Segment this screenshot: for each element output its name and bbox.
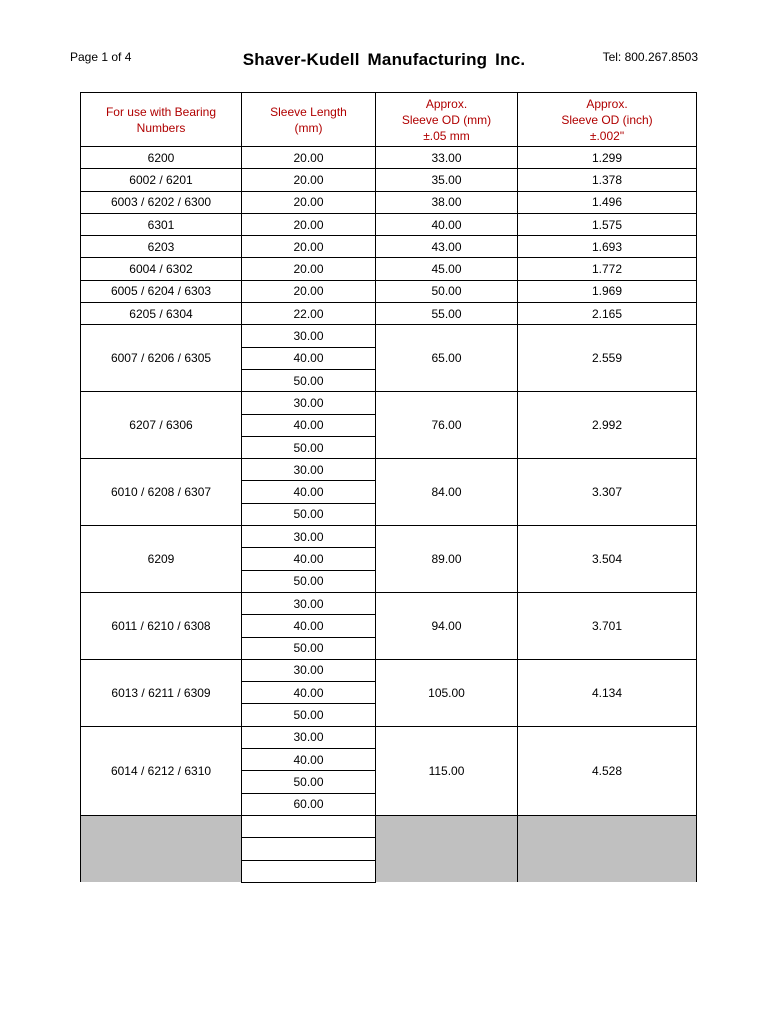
od-mm-cell: 65.00 bbox=[376, 325, 518, 392]
bearing-number-cell: 6010 / 6208 / 6307 bbox=[81, 459, 242, 526]
bearing-number-cell: 6203 bbox=[81, 236, 242, 258]
bearing-number-cell: 6209 bbox=[81, 526, 242, 593]
sleeve-length-cell: 60.00 bbox=[242, 793, 376, 815]
od-inch-cell: 1.378 bbox=[518, 169, 697, 191]
od-inch-cell: 1.496 bbox=[518, 191, 697, 213]
od-inch-cell: 2.165 bbox=[518, 303, 697, 325]
sleeve-length-cell: 22.00 bbox=[242, 303, 376, 325]
od-mm-cell: 40.00 bbox=[376, 213, 518, 235]
sleeve-length-cell: 20.00 bbox=[242, 147, 376, 169]
header-line: Sleeve Length bbox=[270, 104, 347, 119]
table-row bbox=[81, 659, 697, 681]
sleeve-length-cell: 30.00 bbox=[242, 325, 376, 347]
bearing-number-cell: 6004 / 6302 bbox=[81, 258, 242, 280]
table-row bbox=[81, 258, 697, 280]
blank-length-cell bbox=[242, 838, 376, 860]
table-header-row bbox=[81, 93, 697, 147]
table-row bbox=[81, 459, 697, 481]
company-title: Shaver-Kudell Manufacturing Inc. bbox=[242, 50, 526, 69]
sleeve-length-cell: 30.00 bbox=[242, 459, 376, 481]
od-mm-cell: 76.00 bbox=[376, 392, 518, 459]
bearing-number-cell: 6014 / 6212 / 6310 bbox=[81, 726, 242, 815]
table-row bbox=[81, 325, 697, 347]
sleeve-length-cell: 30.00 bbox=[242, 592, 376, 614]
blank-length-cell bbox=[242, 860, 376, 882]
column-header-bearing bbox=[81, 93, 242, 147]
bearing-number-cell: 6002 / 6201 bbox=[81, 169, 242, 191]
page-indicator: Page 1 of 4 bbox=[70, 50, 132, 64]
od-mm-cell: 89.00 bbox=[376, 526, 518, 593]
sleeve-length-cell: 30.00 bbox=[242, 659, 376, 681]
sleeve-length-cell: 20.00 bbox=[242, 213, 376, 235]
od-mm-cell: 45.00 bbox=[376, 258, 518, 280]
od-mm-cell: 115.00 bbox=[376, 726, 518, 815]
header-line: Approx. bbox=[425, 96, 468, 111]
table-row bbox=[81, 236, 697, 258]
od-mm-cell: 43.00 bbox=[376, 236, 518, 258]
sleeve-length-cell: 30.00 bbox=[242, 392, 376, 414]
table-row bbox=[81, 726, 697, 748]
table-row bbox=[81, 592, 697, 614]
blank-row bbox=[81, 815, 697, 837]
od-inch-cell: 1.969 bbox=[518, 280, 697, 302]
sleeve-length-cell: 50.00 bbox=[242, 570, 376, 592]
sleeve-length-cell: 30.00 bbox=[242, 526, 376, 548]
bearing-number-cell: 6007 / 6206 / 6305 bbox=[81, 325, 242, 392]
od-inch-cell: 1.575 bbox=[518, 213, 697, 235]
column-header-sleeve-length bbox=[242, 93, 376, 147]
od-mm-cell: 38.00 bbox=[376, 191, 518, 213]
bearing-number-cell: 6011 / 6210 / 6308 bbox=[81, 592, 242, 659]
table-row bbox=[81, 213, 697, 235]
header-line: ±.05 mm bbox=[423, 128, 470, 143]
sleeve-length-cell: 50.00 bbox=[242, 369, 376, 391]
header-line: (mm) bbox=[294, 120, 323, 135]
bearing-number-cell: 6207 / 6306 bbox=[81, 392, 242, 459]
header-line: Numbers bbox=[136, 120, 186, 135]
od-mm-cell: 55.00 bbox=[376, 303, 518, 325]
sleeve-length-cell: 50.00 bbox=[242, 503, 376, 525]
sleeve-length-cell: 40.00 bbox=[242, 548, 376, 570]
sleeve-length-cell: 50.00 bbox=[242, 704, 376, 726]
bearing-number-cell: 6200 bbox=[81, 147, 242, 169]
bearing-number-cell: 6005 / 6204 / 6303 bbox=[81, 280, 242, 302]
sleeve-length-cell: 40.00 bbox=[242, 682, 376, 704]
bearing-number-cell: 6003 / 6202 / 6300 bbox=[81, 191, 242, 213]
sleeve-length-cell: 50.00 bbox=[242, 436, 376, 458]
bearing-number-cell: 6013 / 6211 / 6309 bbox=[81, 659, 242, 726]
table-row bbox=[81, 392, 697, 414]
od-inch-cell: 3.504 bbox=[518, 526, 697, 593]
column-header-od-mm bbox=[376, 93, 518, 147]
sleeve-length-cell: 40.00 bbox=[242, 414, 376, 436]
column-header-od-inch bbox=[518, 93, 697, 147]
od-mm-cell: 35.00 bbox=[376, 169, 518, 191]
od-inch-cell: 1.772 bbox=[518, 258, 697, 280]
sleeve-length-cell: 50.00 bbox=[242, 771, 376, 793]
od-mm-cell: 33.00 bbox=[376, 147, 518, 169]
sleeve-length-cell: 50.00 bbox=[242, 637, 376, 659]
od-mm-cell: 105.00 bbox=[376, 659, 518, 726]
sleeve-length-cell: 20.00 bbox=[242, 169, 376, 191]
bearing-number-cell: 6301 bbox=[81, 213, 242, 235]
od-inch-cell: 4.134 bbox=[518, 659, 697, 726]
od-inch-cell: 4.528 bbox=[518, 726, 697, 815]
od-inch-cell: 2.992 bbox=[518, 392, 697, 459]
sleeve-length-cell: 20.00 bbox=[242, 280, 376, 302]
blank-od-inch-cell bbox=[518, 815, 697, 882]
od-inch-cell: 2.559 bbox=[518, 325, 697, 392]
sleeve-length-cell: 40.00 bbox=[242, 481, 376, 503]
sleeve-length-cell: 30.00 bbox=[242, 726, 376, 748]
blank-od-mm-cell bbox=[376, 815, 518, 882]
bearing-number-cell: 6205 / 6304 bbox=[81, 303, 242, 325]
header-line: Sleeve OD (mm) bbox=[401, 112, 492, 127]
header-line: ±.002" bbox=[589, 128, 625, 143]
phone-number: Tel: 800.267.8503 bbox=[602, 50, 698, 64]
sleeve-length-cell: 20.00 bbox=[242, 258, 376, 280]
od-inch-cell: 1.693 bbox=[518, 236, 697, 258]
bearing-sleeve-table bbox=[80, 92, 697, 883]
sleeve-length-cell: 20.00 bbox=[242, 191, 376, 213]
sleeve-length-cell: 20.00 bbox=[242, 236, 376, 258]
table-row bbox=[81, 169, 697, 191]
od-inch-cell: 1.299 bbox=[518, 147, 697, 169]
sleeve-length-cell: 40.00 bbox=[242, 749, 376, 771]
table-row bbox=[81, 191, 697, 213]
table-body bbox=[81, 147, 697, 883]
table-row bbox=[81, 147, 697, 169]
table-row bbox=[81, 526, 697, 548]
od-mm-cell: 84.00 bbox=[376, 459, 518, 526]
header-line: Sleeve OD (inch) bbox=[561, 112, 653, 127]
od-mm-cell: 94.00 bbox=[376, 592, 518, 659]
table-row bbox=[81, 303, 697, 325]
od-inch-cell: 3.701 bbox=[518, 592, 697, 659]
sleeve-length-cell: 40.00 bbox=[242, 615, 376, 637]
od-mm-cell: 50.00 bbox=[376, 280, 518, 302]
od-inch-cell: 3.307 bbox=[518, 459, 697, 526]
sleeve-length-cell: 40.00 bbox=[242, 347, 376, 369]
header-line: Approx. bbox=[586, 96, 628, 111]
blank-length-cell bbox=[242, 815, 376, 837]
blank-bearing-cell bbox=[81, 815, 242, 882]
header-line: For use with Bearing bbox=[105, 104, 217, 119]
table-row bbox=[81, 280, 697, 302]
